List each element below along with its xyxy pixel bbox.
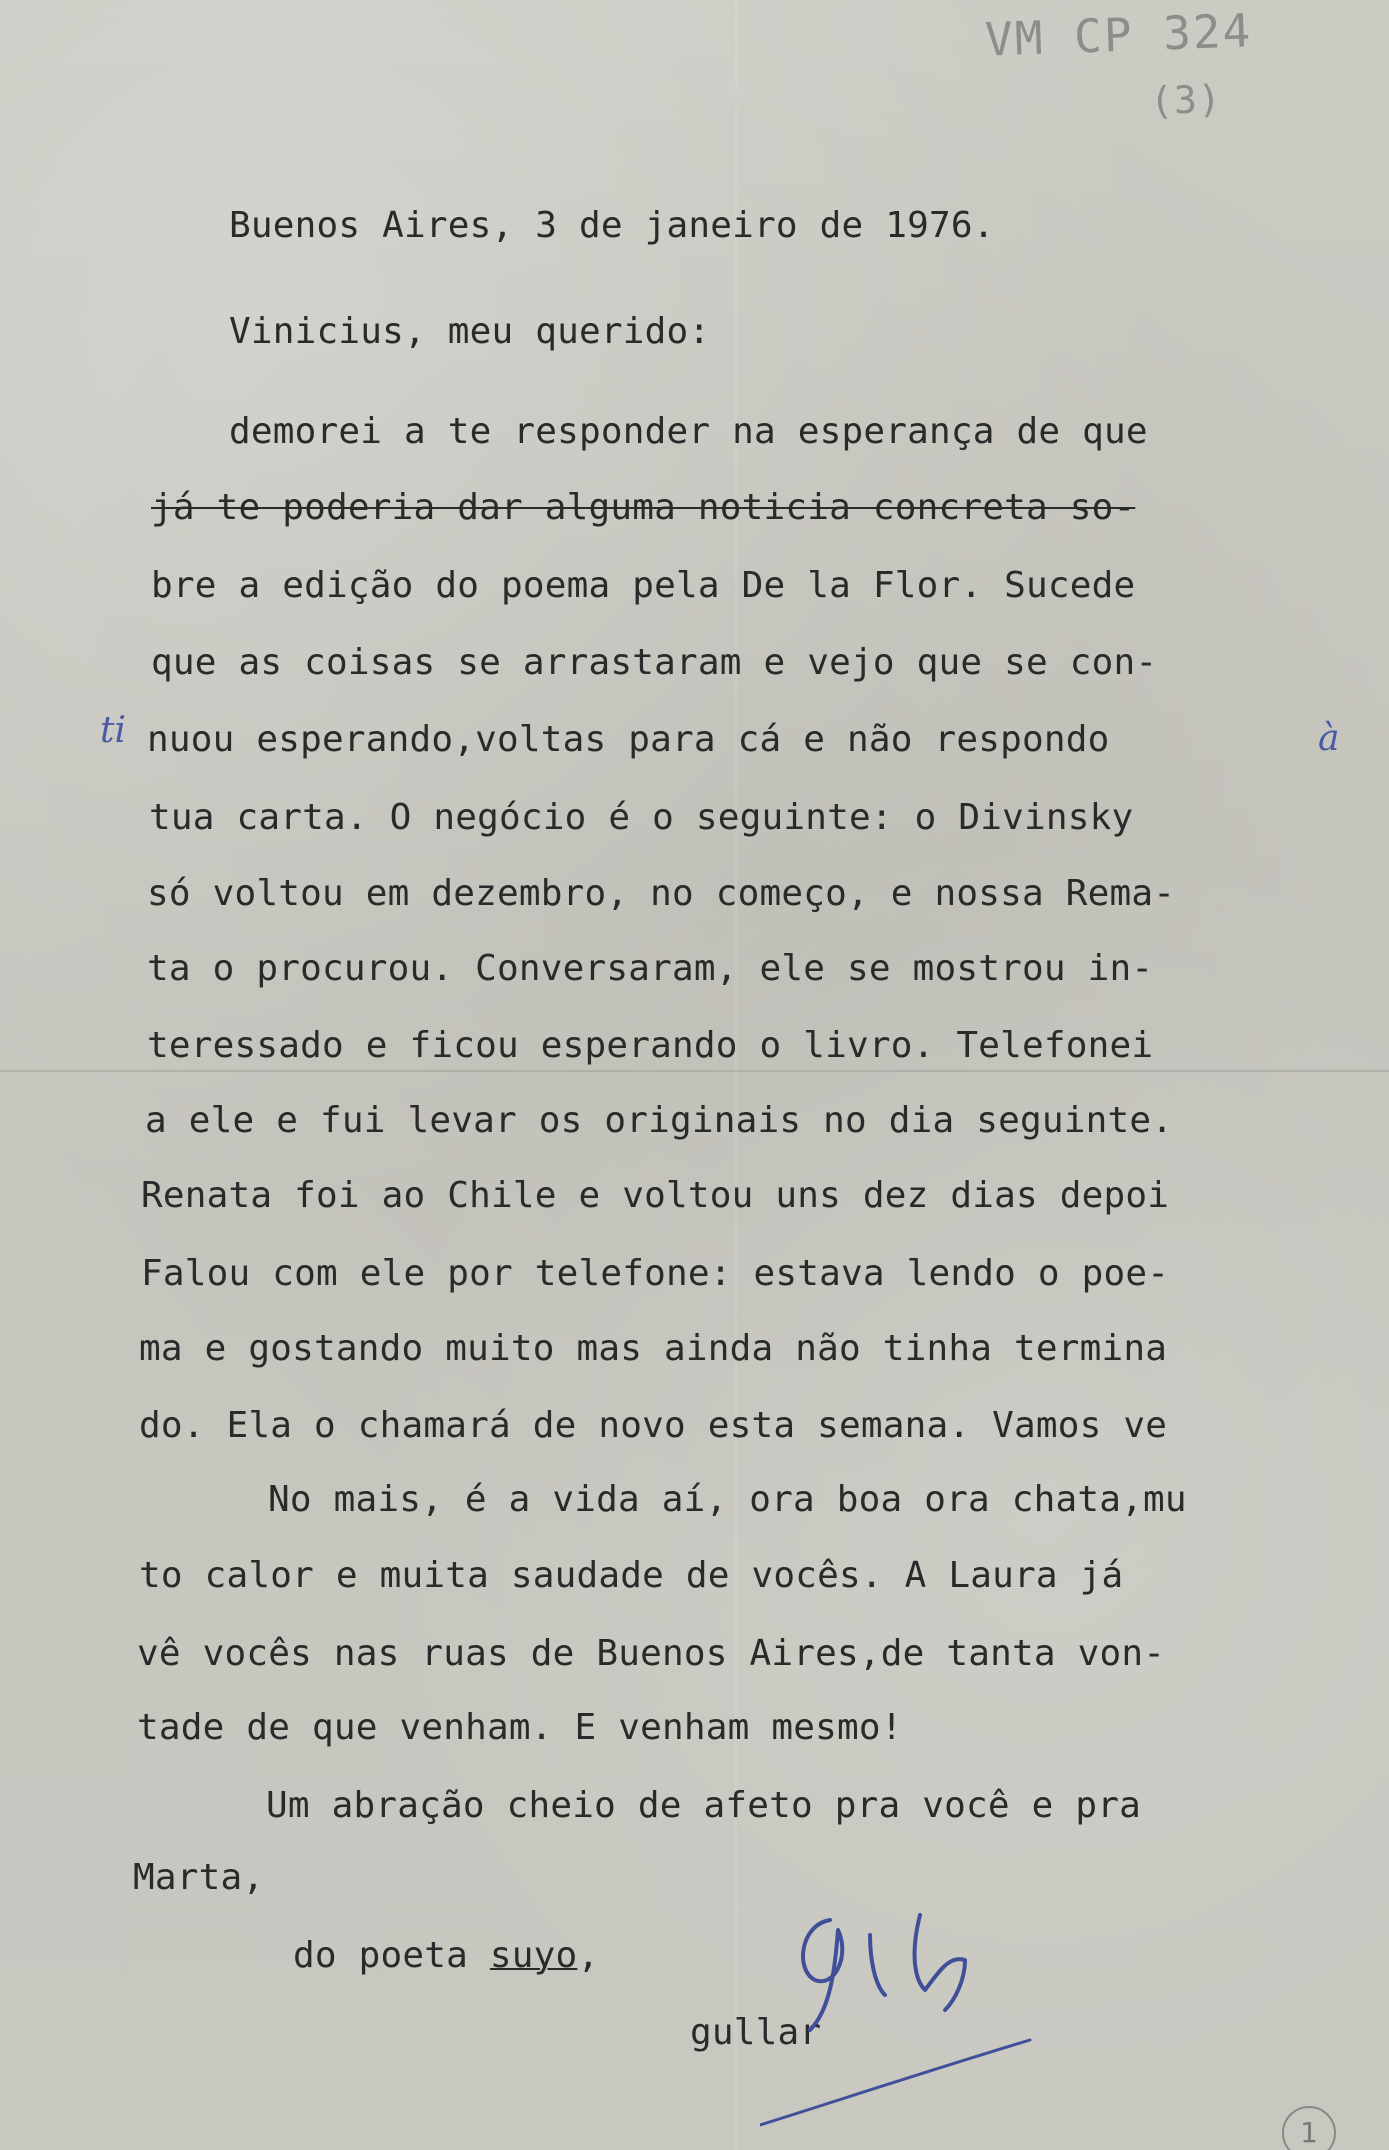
body-line: No mais, é a vida aí, ora boa ora chata,mu	[268, 1479, 1187, 1520]
page-number: 1	[1282, 2106, 1336, 2150]
vertical-fold-crease	[735, 0, 737, 2150]
archive-mark: VM CP 324	[984, 3, 1254, 67]
closing-underlined-word: suyo	[489, 1935, 578, 1976]
archive-mark-sub: (3)	[1149, 76, 1223, 124]
body-line: ma e gostando muito mas ainda não tinha termina	[139, 1328, 1168, 1369]
body-line: Falou com ele por telefone: estava lendo o poe-	[141, 1253, 1170, 1294]
body-line: Marta,	[133, 1857, 265, 1898]
handwritten-signature	[760, 1900, 1080, 2150]
body-line: a ele e fui levar os originais no dia seguinte.	[145, 1100, 1174, 1141]
body-line: do. Ela o chamará de novo esta semana. Vamos ve	[139, 1405, 1168, 1446]
body-line: teressado e ficou esperando o livro. Telefonei	[147, 1025, 1154, 1066]
letter-date: Buenos Aires, 3 de janeiro de 1976.	[229, 205, 995, 246]
body-line: Renata foi ao Chile e voltou uns dez dias depoi	[141, 1175, 1170, 1216]
body-line: tua carta. O negócio é o seguinte: o Divinsky	[149, 797, 1134, 838]
typed-signature: gullar	[690, 2012, 822, 2053]
body-line: demorei a te responder na esperança de que	[229, 411, 1148, 452]
body-line: to calor e muita saudade de vocês. A Laura já	[139, 1555, 1124, 1596]
body-line: vê vocês nas ruas de Buenos Aires,de tanta von-	[137, 1633, 1166, 1674]
body-line: bre a edição do poema pela De la Flor. Sucede	[151, 565, 1136, 606]
handwritten-margin-insert: ti	[100, 710, 126, 751]
body-line: tade de que venham. E venham mesmo!	[137, 1707, 903, 1748]
horizontal-fold-crease	[0, 1070, 1389, 1072]
letter-salutation: Vinicius, meu querido:	[229, 311, 711, 352]
closing-line	[293, 1935, 600, 1976]
closing-suffix: ,	[577, 1935, 600, 1976]
body-line: ta o procurou. Conversaram, ele se mostrou in-	[147, 948, 1154, 989]
handwritten-accent: à	[1318, 718, 1340, 759]
body-line: que as coisas se arrastaram e vejo que se con-	[151, 642, 1158, 683]
body-line: já te poderia dar alguma noticia concreta so-	[151, 487, 1136, 528]
closing-prefix: do poeta	[293, 1935, 490, 1976]
body-line: só voltou em dezembro, no começo, e nossa Rema-	[147, 873, 1176, 914]
body-line: nuou esperando,voltas para cá e não respondo	[147, 719, 1110, 760]
body-line: Um abração cheio de afeto pra você e pra	[266, 1785, 1141, 1826]
